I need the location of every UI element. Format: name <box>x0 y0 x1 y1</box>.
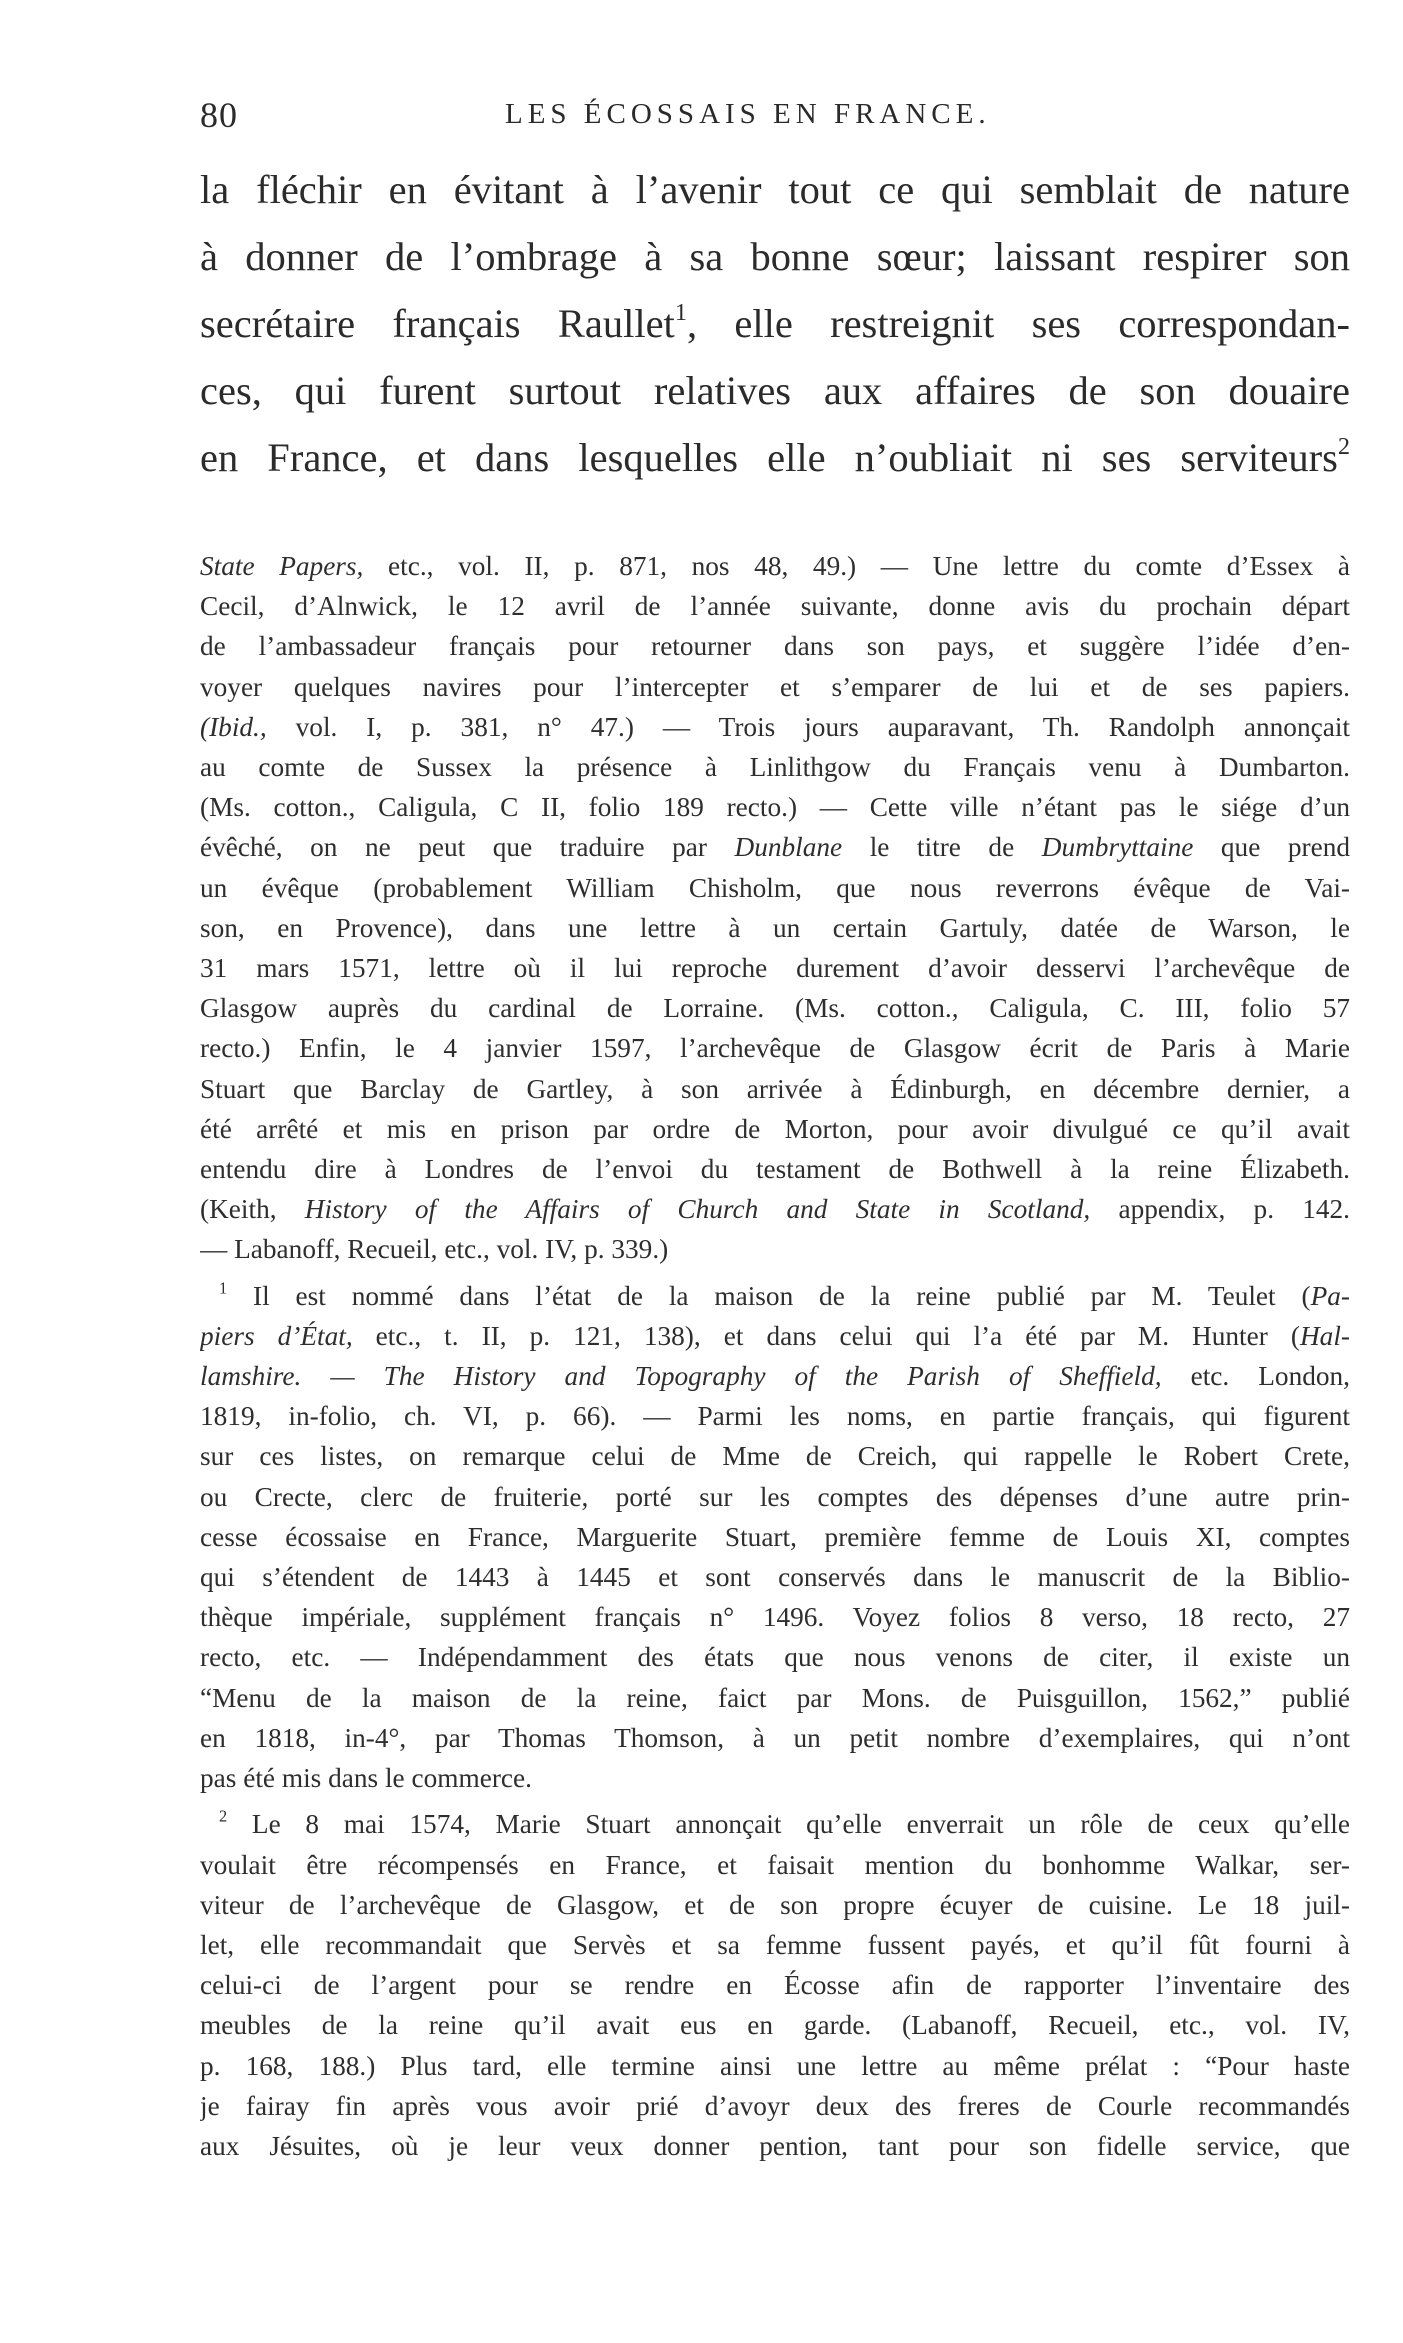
note-line <box>200 1189 1350 1229</box>
note-line: voulait être récompensés en France, et faisait mention du bonhomme Walkar, ser- <box>200 1849 1350 1880</box>
note-text: vol. I, p. 381, n° 47.) — Trois jours auparavant, Th. Randolph annonçait <box>266 711 1350 742</box>
note-line: voyer quelques navires pour l’intercepter et s’emparer de lui et de ses papiers. <box>200 671 1350 702</box>
note-text: appendix, p. 142. <box>1090 1194 1350 1225</box>
footnote-ref: 1 <box>674 299 687 326</box>
note-text: évêché, on ne peut que traduire par <box>200 832 735 863</box>
note-italic: History of the Affairs of Church and State in Scotland, <box>304 1194 1091 1225</box>
note-line: cesse écossaise en France, Marguerite Stuart, première femme de Louis XI, comptes <box>200 1521 1350 1552</box>
note-line: Glasgow auprès du cardinal de Lorraine. (Ms. cotton., Caligula, C. III, folio 57 <box>200 993 1350 1024</box>
note-line: viteur de l’archevêque de Glasgow, et de son propre écuyer de cuisine. Le 18 juil- <box>200 1889 1350 1920</box>
note-text: (Keith, <box>200 1194 305 1225</box>
body-line-text: en France, et dans lesquelles elle n’oubliait ni ses serviteurs <box>200 435 1338 480</box>
page-header <box>200 94 1350 138</box>
body-line <box>200 290 1350 357</box>
note-text: etc., t. II, p. 121, 138), et dans celui qui l’a été par M. Hunter ( <box>352 1320 1300 1351</box>
main-text <box>200 156 1350 491</box>
note-line <box>200 707 1350 747</box>
note-text: le titre de <box>842 832 1042 863</box>
note-line: meubles de la reine qu’il avait eus en garde. (Labanoff, Recueil, etc., vol. IV, <box>200 2010 1350 2041</box>
note-text: etc. London, <box>1161 1361 1350 1392</box>
note-line: aux Jésuites, où je leur veux donner pention, tant pour son fidelle service, que <box>200 2130 1350 2161</box>
footnote-marker: 1 <box>219 1278 228 1298</box>
note-line: let, elle recommandait que Servès et sa femme fussent payés, et qu’il fût fourni à <box>200 1929 1350 1960</box>
note-italic: Dunblane <box>734 832 843 863</box>
note-line <box>200 1276 1350 1316</box>
note-italic: Dumbryttaine <box>1041 832 1194 863</box>
note-text: etc., vol. II, p. 871, nos 48, 49.) — Une lettre du comte d’Essex à <box>363 551 1350 581</box>
note-line <box>200 827 1350 867</box>
footnote-2 <box>200 1804 1350 2166</box>
note-line: entendu dire à Londres de l’envoi du testament de Bothwell à la reine Élizabeth. <box>200 1154 1350 1185</box>
note-line: 1819, in-folio, ch. VI, p. 66). — Parmi les noms, en partie français, qui figurent <box>200 1401 1350 1432</box>
note-italic: piers d’État, <box>200 1320 353 1351</box>
body-line <box>200 424 1350 491</box>
body-line-text: secrétaire français Raullet <box>200 301 675 346</box>
note-line <box>200 1356 1350 1396</box>
note-line: thèque impériale, supplément français n° 1496. Voyez folios 8 verso, 18 recto, 27 <box>200 1602 1350 1633</box>
note-line: recto.) Enfin, le 4 janvier 1597, l’archevêque de Glasgow écrit de Paris à Marie <box>200 1033 1350 1064</box>
note-line: pas été mis dans le commerce. <box>200 1763 532 1794</box>
note-line: 31 mars 1571, lettre où il lui reproche durement d’avoir desservi l’archevêque de <box>200 953 1350 984</box>
body-line: la fléchir en évitant à l’avenir tout ce qui semblait de nature <box>200 167 1350 212</box>
note-line: un évêque (probablement William Chisholm, que nous reverrons évêque de Vai- <box>200 872 1350 903</box>
footnote-continued <box>200 546 1350 1270</box>
running-title: LES ÉCOSSAIS EN FRANCE. <box>505 98 991 130</box>
note-text: que prend <box>1193 832 1350 863</box>
note-line: celui-ci de l’argent pour se rendre en Écosse afin de rapporter l’inventaire des <box>200 1970 1350 2001</box>
note-italic: State Papers, <box>200 551 364 581</box>
note-line: je fairay fin après vous avoir prié d’avoyr deux des freres de Courle recommandés <box>200 2090 1350 2121</box>
note-line: “Menu de la maison de la reine, faict par Mons. de Puisguillon, 1562,” publié <box>200 1682 1350 1713</box>
note-line: — Labanoff, Recueil, etc., vol. IV, p. 339.) <box>200 1234 669 1265</box>
note-line: recto, etc. — Indépendamment des états que nous venons de citer, il existe un <box>200 1642 1350 1673</box>
note-italic: lamshire. — The History and Topography of the Parish of Sheffield, <box>200 1361 1162 1392</box>
body-line: ces, qui furent surtout relatives aux affaires de son douaire <box>200 368 1350 413</box>
footnotes <box>200 546 1350 2166</box>
footnote-1 <box>200 1276 1350 1799</box>
note-line: été arrêté et mis en prison par ordre de Morton, pour avoir divulgué ce qu’il avait <box>200 1113 1350 1144</box>
note-italic: Pa- <box>1310 1280 1350 1311</box>
note-line: (Ms. cotton., Caligula, C II, folio 189 recto.) — Cette ville n’étant pas le siége d’un <box>200 792 1350 823</box>
note-line: ou Crecte, clerc de fruiterie, porté sur les comptes des dépenses d’une autre prin- <box>200 1481 1350 1512</box>
page-number: 80 <box>200 95 238 135</box>
note-line: qui s’étendent de 1443 à 1445 et sont conservés dans le manuscrit de la Biblio- <box>200 1562 1350 1593</box>
note-line <box>200 1316 1350 1356</box>
note-text: Le 8 mai 1574, Marie Stuart annonçait qu’elle enverrait un rôle de ceux qu’elle <box>227 1809 1350 1840</box>
note-line: en 1818, in-4°, par Thomas Thomson, à un petit nombre d’exemplaires, qui n’ont <box>200 1722 1350 1753</box>
footnote-marker: 2 <box>219 1806 228 1826</box>
note-italic: Hal- <box>1299 1320 1350 1351</box>
note-text: Il est nommé dans l’état de la maison de la reine publié par M. Teulet ( <box>227 1280 1311 1311</box>
note-line: Cecil, d’Alnwick, le 12 avril de l’année suivante, donne avis du prochain départ <box>200 591 1350 622</box>
note-line: au comte de Sussex la présence à Linlithgow du Français venu à Dumbarton. <box>200 752 1350 783</box>
note-line: son, en Provence), dans une lettre à un certain Gartuly, datée de Warson, le <box>200 912 1350 943</box>
note-line: Stuart que Barclay de Gartley, à son arrivée à Édinburgh, en décembre dernier, a <box>200 1073 1350 1104</box>
note-line: p. 168, 188.) Plus tard, elle termine ainsi une lettre au même prélat : “Pour haste <box>200 2050 1350 2081</box>
note-line <box>200 546 1350 586</box>
note-line: sur ces listes, on remarque celui de Mme de Creich, qui rappelle le Robert Crete, <box>200 1441 1350 1472</box>
footnote-ref: 2 <box>1337 433 1350 460</box>
body-line: à donner de l’ombrage à sa bonne sœur; laissant respirer son <box>200 234 1350 279</box>
note-line <box>200 1804 1350 1844</box>
note-line: de l’ambassadeur français pour retourner dans son pays, et suggère l’idée d’en- <box>200 631 1350 662</box>
body-line-text: , elle restreignit ses correspondan- <box>686 301 1350 346</box>
note-italic: (Ibid., <box>200 711 267 742</box>
